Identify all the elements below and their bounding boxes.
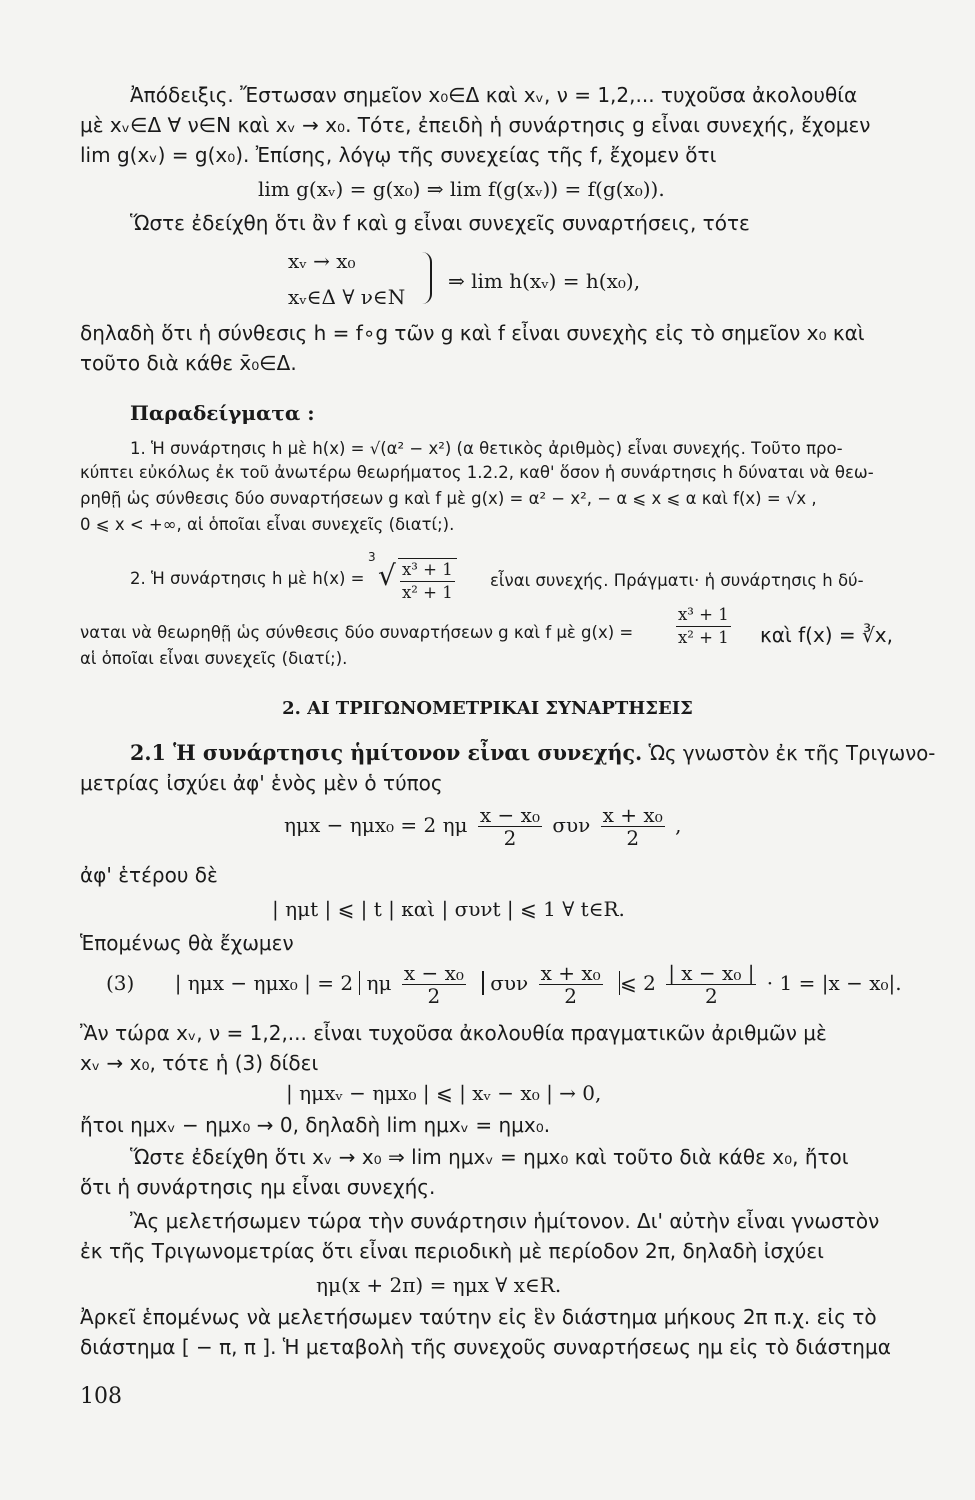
formula-1-end: , — [675, 813, 682, 837]
condition-1: xᵥ → x₀ — [288, 249, 356, 273]
section-line-6: xᵥ → x₀, τότε ἡ (3) δίδει — [80, 1051, 319, 1075]
section-line-5: Ἂν τώρα xᵥ, ν = 1,2,... εἶναι τυχοῦσα ἀκολουθία πραγματικῶν ἀριθμῶν μὲ — [80, 1021, 827, 1045]
equation-3-frac1-num: x − x₀ — [403, 961, 464, 985]
equation-3-sin: ημ — [366, 971, 392, 995]
formula-3: | ημxᵥ − ημx₀ | ⩽ | xᵥ − x₀ | → 0, — [286, 1081, 602, 1105]
subsection-title — [130, 740, 935, 766]
example-2-den: x² + 1 — [402, 583, 453, 602]
page-number: 108 — [80, 1384, 122, 1409]
proof-line-2: μὲ xᵥ∈Δ ∀ ν∈N καὶ xᵥ → x₀. Τότε, ἐπειδὴ ἡ συνάρτησις g εἶναι συνεχής, ἔχομεν — [80, 113, 871, 137]
section-line-10: Ἂς μελετήσωμεν τώρα τὴν συνάρτησιν ἡμίτονον. Δι' αὐτὴν εἶναι γνωστὸν — [130, 1209, 880, 1233]
formula-1-frac1-num: x − x₀ — [479, 803, 540, 827]
proof-line-5: Ὥστε ἐδείχθη ὅτι ἂν f καὶ g εἶναι συνεχεῖς συναρτήσεις, τότε — [130, 211, 750, 235]
section-title: 2. ΑΙ ΤΡΙΓΩΝΟΜΕΤΡΙΚΑΙ ΣΥΝΑΡΤΗΣΕΙΣ — [282, 698, 693, 719]
proof-line-3: lim g(xᵥ) = g(x₀). Ἐπίσης, λόγῳ τῆς συνεχείας τῆς f, ἔχομεν ὅτι — [80, 143, 717, 167]
section-line-13: διάστημα [ − π, π ]. Ἡ μεταβολὴ τῆς συνεχοῦς συναρτήσεως ημ εἰς τὸ διάστημα — [80, 1335, 891, 1359]
section-line-3: ἀφ' ἑτέρου δὲ — [80, 863, 218, 887]
section-line-7: ἤτοι ημxᵥ − ημx₀ → 0, δηλαδὴ lim ημxᵥ = ημx₀. — [80, 1113, 551, 1137]
limit-result: ⇒ lim h(xᵥ) = h(x₀), — [448, 269, 641, 293]
example-2-line-2: ναται νὰ θεωρηθῇ ὡς σύνθεσις δύο συναρτήσεων g καὶ f μὲ g(x) = — [80, 623, 634, 642]
g-fraction-num: x³ + 1 — [676, 604, 731, 627]
equation-3-frac2-den: 2 — [564, 984, 577, 1008]
formula-1-mid: συν — [552, 813, 591, 837]
formula-2: | ημt | ⩽ | t | καὶ | συνt | ⩽ 1 ∀ t∈R. — [272, 897, 625, 921]
formula-1-left: ημx − ημx₀ = 2 ημ — [284, 813, 468, 837]
equation-3 — [106, 962, 902, 1007]
proof-line-7: τοῦτο διὰ κάθε x̄₀∈Δ. — [80, 351, 297, 375]
example-2-suffix: εἶναι συνεχής. Πράγματι· ἡ συνάρτησις h δύ- — [490, 571, 864, 590]
section-line-9: ὅτι ἡ συνάρτησις ημ εἶναι συνεχής. — [80, 1175, 436, 1199]
example-2-line-3: αἱ ὁποῖαι εἶναι συνεχεῖς (διατί;). — [80, 649, 348, 668]
formula-1-frac1-den: 2 — [503, 826, 517, 850]
proof-line-1: Ἀπόδειξις. Ἔστωσαν σημεῖον x₀∈Δ καὶ xᵥ, ν = 1,2,... τυχοῦσα ἀκολουθία — [130, 83, 858, 107]
equation-3-frac1-den: 2 — [427, 984, 441, 1008]
example-1-line-2: κύπτει εὐκόλως ἐκ τοῦ ἀνωτέρω θεωρήματος 1.2.2, καθ' ὅσον ἡ συνάρτησις h δύναται νὰ θεω- — [80, 463, 874, 482]
equation-3-lhs: | ημx − ημx₀ | = 2 — [174, 971, 354, 995]
equation-3-label: (3) — [106, 971, 135, 995]
proof-line-6: δηλαδὴ ὅτι ἡ σύνθεσις h = f∘g τῶν g καὶ f εἶναι συνεχὴς εἰς τὸ σημεῖον x₀ καὶ — [80, 321, 865, 345]
equation-3-frac3-num: | x − x₀ | — [668, 961, 755, 985]
section-line-11: ἐκ τῆς Τριγωνομετρίας ὅτι εἶναι περιοδικὴ μὲ περίοδον 2π, δηλαδὴ ἰσχύει — [80, 1239, 824, 1263]
equation-3-frac2-num: x + x₀ — [540, 961, 601, 985]
formula-1-frac2-den: 2 — [626, 826, 640, 850]
example-2-prefix: 2. Ἡ συνάρτησις h μὲ h(x) = — [130, 569, 365, 588]
formula-4: ημ(x + 2π) = ημx ∀ x∈R. — [316, 1273, 562, 1297]
example-2-f-def: καὶ f(x) = ∛x, — [760, 623, 893, 647]
section-line-4: Ἑπομένως θὰ ἔχωμεν — [80, 931, 294, 955]
subsection-bold: 2.1 Ἡ συνάρτησις ἡμίτονον εἶναι συνεχής. — [130, 740, 643, 765]
condition-2: xᵥ∈Δ ∀ ν∈N — [288, 285, 406, 309]
equation-3-bound: ⩽ 2 — [619, 971, 656, 995]
examples-heading: Παραδείγματα : — [130, 401, 315, 425]
section-line-2: μετρίας ἰσχύει ἀφ' ἑνὸς μὲν ὁ τύπος — [80, 771, 443, 795]
equation-3-end: · 1 = |x − x₀|. — [766, 971, 902, 995]
brace — [420, 252, 432, 304]
g-fraction — [672, 604, 735, 649]
formula-1 — [284, 804, 681, 849]
subsection-rest: Ὡς γνωστὸν ἐκ τῆς Τριγωνο- — [648, 741, 936, 765]
formula-1-frac2-num: x + x₀ — [602, 803, 663, 827]
g-fraction-den: x² + 1 — [678, 628, 729, 647]
section-line-8: Ὥστε ἐδείχθη ὅτι xᵥ → x₀ ⇒ lim ημxᵥ = ημx₀ καὶ τοῦτο διὰ κάθε x₀, ἤτοι — [130, 1145, 849, 1169]
example-2-num: x³ + 1 — [400, 559, 455, 582]
example-1-line-4: 0 ⩽ x < +∞, αἱ ὁποῖαι εἶναι συνεχεῖς (διατί;). — [80, 515, 455, 534]
proof-formula: lim g(xᵥ) = g(x₀) ⇒ lim f(g(xᵥ)) = f(g(x₀)). — [258, 177, 665, 201]
equation-3-frac3-den: 2 — [704, 984, 718, 1008]
example-1-line-3: ρηθῇ ὡς σύνθεσις δύο συναρτήσεων g καὶ f μὲ g(x) = α² − x², − α ⩽ x ⩽ α καὶ f(x) = √x , — [80, 489, 817, 508]
radical-sign: √ — [378, 559, 396, 592]
example-1-line-1: 1. Ἡ συνάρτησις h μὲ h(x) = √(α² − x²) (α θετικὸς ἀριθμὸς) εἶναι συνεχής. Τοῦτο προ- — [130, 439, 843, 458]
cube-root-index: 3 — [368, 550, 376, 564]
equation-3-cos: συν — [490, 971, 529, 995]
example-2-fraction — [398, 558, 457, 604]
section-line-12: Ἀρκεῖ ἑπομένως νὰ μελετήσωμεν ταύτην εἰς ἓν διάστημα μήκους 2π π.χ. εἰς τὸ — [80, 1305, 877, 1329]
